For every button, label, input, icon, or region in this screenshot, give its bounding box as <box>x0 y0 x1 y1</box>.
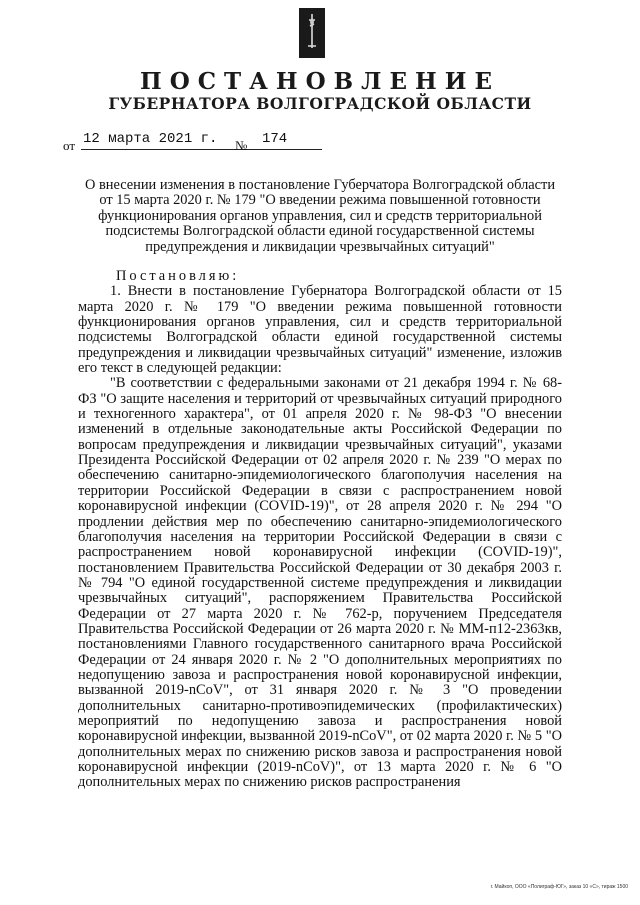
document-heading: О внесении изменения в постановление Губерчатора Волгоградской области от 15 марта 2020 г. № 179 "О введении режима повышенной готовности функционирования органов управления, сил и средств территориальной подсистемы Волгоградской области единой государственной системы предупреждения и ликвидации чрезвычайных ситуаций" <box>84 177 556 255</box>
coat-of-arms-emblem <box>299 8 325 58</box>
date-number-row <box>63 131 383 153</box>
paragraph-quote: "В соответствии с федеральными законами от 21 декабря 1994 г. № 68-ФЗ "О защите населения и территорий от чрезвычайных ситуаций природного и техногенного характера", от 01 апреля 2020 г. № 98-ФЗ "О внесении изменений в отдельные законодательные акты Российской Федерации по вопросам предупреждения и ликвидации чрезвычайных ситуаций", указами Президента Российской Федерации от 02 апреля 2020 г. № 239 "О мерах по обеспечению санитарно-эпидемиологического благополучия населения на территории Российской Федерации в связи с распространением новой коронавирусной инфекции (COVID-19)", от 28 апреля 2020 г. № 294 "О продлении действия мер по обеспечению санитарно-эпидемиологического благополучия населения на территории Российской Федерации в связи с распространением новой коронавирусной инфекции (COVID-19)", постановлением Правительства Российской Федерации от 30 декабря 2003 г. № 794 "О единой государственной системе предупреждения и ликвидации чрезвычайных ситуаций", распоряжением Правительства Российской Федерации от 27 марта 2020 г. № 762-р, поручением Председателя Правительства Российской Федерации от 26 марта 2020 г. № ММ-п12-2363кв, постановлениями Главного государственного санитарного врача Российской Федерации от 24 января 2020 г. № 2 "О дополнительных мероприятиях по недопущению завоза и распространения новой коронавирусной инфекции, вызванной 2019-nCoV", от 31 января 2020 г. № 3 "О проведении дополнительных санитарно-противоэпидемических (профилактических) мероприятий по недопущению завоза и распространения новой коронавирусной инфекции, вызванной 2019-nCoV", от 02 марта 2020 г. № 5 "О дополнительных мерах по снижению рисков завоза и распространения новой коронавирусной инфекции (2019-nCoV)", от 13 марта 2020 г. № 6 "О дополнительных мерах по снижению рисков распространения <box>78 375 562 791</box>
document-subtitle: ГУБЕРНАТОРА ВОЛГОГРАДСКОЙ ОБЛАСТИ <box>108 94 532 113</box>
document-number: 174 <box>260 131 322 150</box>
resolve-line: Постановляю: <box>116 268 240 284</box>
document-date: 12 марта 2021 г. <box>81 131 293 150</box>
number-prefix: № <box>235 138 248 153</box>
paragraph-item-1: 1. Внести в постановление Губернатора Волгоградской области от 15 марта 2020 г. № 179 "О введении режима повышенной готовности функционирования органов управления, сил и средств территориальной подсистемы Волгоградской области единой государственной системы предупреждения и ликвидации чрезвычайных ситуаций" изменение, изложив его текст в следующей редакции: <box>78 283 562 377</box>
print-footer: г. Майкоп, ООО «Полиграф-ЮГ», заказ 10 «С», тираж 1500 <box>490 884 628 890</box>
document-body <box>78 269 562 791</box>
date-prefix: от <box>63 138 76 153</box>
document-title: ПОСТАНОВЛЕНИЕ <box>140 68 500 95</box>
